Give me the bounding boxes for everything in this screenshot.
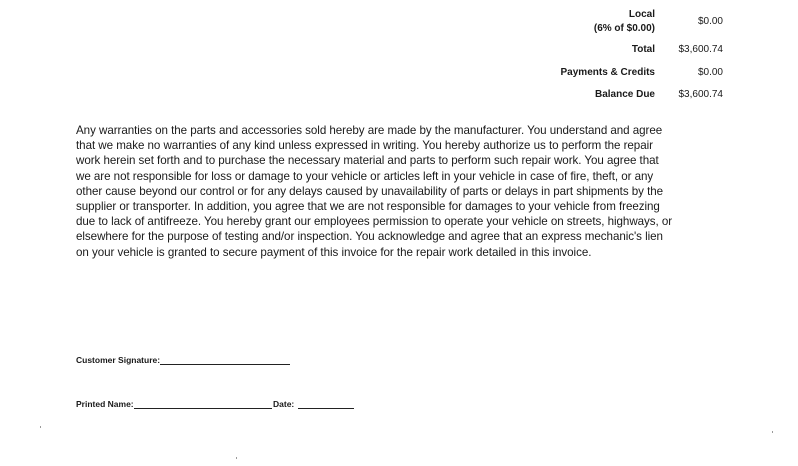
terms-line: on your vehicle is granted to secure payment of this invoice for the repair work detailed in this invoice. [76, 245, 592, 259]
terms-line: we are not responsible for loss or damage to your vehicle or articles left in your vehicle in case of fire, theft, or any [76, 169, 654, 183]
printed-name-label: Printed Name: [76, 399, 134, 409]
total-label: Total [631, 44, 655, 55]
payments-credits-value: $0.00 [697, 67, 723, 78]
balance-due-value: $3,600.74 [678, 89, 723, 100]
balance-due-label: Balance Due [594, 89, 655, 100]
total-value: $3,600.74 [678, 44, 723, 55]
terms-line: Any warranties on the parts and accessories sold hereby are made by the manufacturer. You understand and agree [76, 124, 663, 137]
customer-signature-label: Customer Signature: [76, 355, 161, 365]
terms-line: due to lack of antifreeze. You hereby grant our employees permission to operate your vehicle on streets, highways, or [76, 215, 673, 229]
terms-line: elsewhere for the purpose of testing and/or inspection. You acknowledge and agree that an express mechanic's lien [76, 230, 663, 244]
date-label: Date: [273, 399, 295, 409]
scan-speck [236, 457, 237, 459]
warranty-terms-paragraph [76, 123, 736, 260]
scan-speck [772, 431, 773, 433]
printed-name-line[interactable] [134, 408, 272, 409]
payments-credits-label: Payments & Credits [560, 67, 655, 78]
local-tax-rate: (6% of $0.00) [593, 23, 655, 34]
local-tax-value: $0.00 [697, 16, 723, 27]
customer-signature-line[interactable] [160, 364, 290, 365]
scan-speck [40, 426, 41, 428]
terms-line: other cause beyond our control or for any delays caused by unavailability of parts or delays in part shipments by the [76, 184, 664, 198]
terms-line: work herein set forth and to purchase the necessary material and parts to perform such repair work. You agree that [76, 154, 659, 168]
terms-line: that we make no warranties of any kind unless expressed in writing. You hereby authorize us to perform the repair [76, 139, 653, 153]
date-line[interactable] [298, 408, 354, 409]
local-tax-label: Local [628, 9, 655, 20]
terms-line: supplier or transporter. In addition, you agree that we are not responsible for damages to your vehicle from freezing [76, 200, 660, 214]
